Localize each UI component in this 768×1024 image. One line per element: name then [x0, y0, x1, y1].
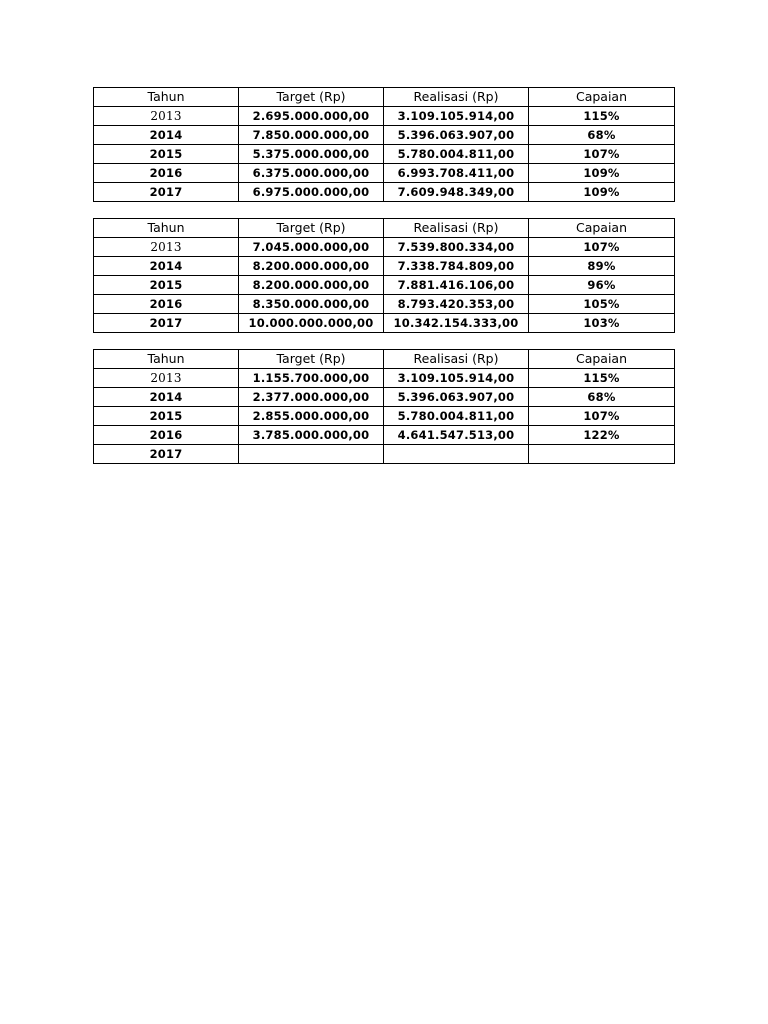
cell-realisasi: 7.539.800.334,00: [384, 238, 529, 257]
table-row: [94, 107, 675, 126]
data-table-3: [93, 349, 675, 464]
data-table-2: [93, 218, 675, 333]
cell-target: 5.375.000.000,00: [239, 145, 384, 164]
data-table-1: [93, 87, 675, 202]
cell-realisasi: [384, 445, 529, 464]
cell-target: 8.200.000.000,00: [239, 276, 384, 295]
header-capaian: Capaian: [529, 88, 675, 107]
cell-realisasi: 7.609.948.349,00: [384, 183, 529, 202]
cell-capaian: [529, 445, 675, 464]
header-target: Target (Rp): [239, 88, 384, 107]
table-row: [94, 407, 675, 426]
table-header-row: [94, 219, 675, 238]
cell-realisasi: 4.641.547.513,00: [384, 426, 529, 445]
table-row: [94, 183, 675, 202]
cell-realisasi: 5.396.063.907,00: [384, 388, 529, 407]
cell-tahun: 2013: [94, 369, 239, 388]
cell-capaian: 89%: [529, 257, 675, 276]
cell-capaian: 109%: [529, 164, 675, 183]
header-tahun: Tahun: [94, 350, 239, 369]
table-row: [94, 369, 675, 388]
cell-realisasi: 5.780.004.811,00: [384, 145, 529, 164]
header-realisasi: Realisasi (Rp): [384, 88, 529, 107]
cell-tahun: 2015: [94, 276, 239, 295]
cell-realisasi: 5.780.004.811,00: [384, 407, 529, 426]
cell-capaian: 107%: [529, 407, 675, 426]
table-row: [94, 276, 675, 295]
cell-realisasi: 10.342.154.333,00: [384, 314, 529, 333]
cell-capaian: 115%: [529, 369, 675, 388]
table-row: [94, 314, 675, 333]
cell-capaian: 103%: [529, 314, 675, 333]
cell-realisasi: 7.338.784.809,00: [384, 257, 529, 276]
cell-tahun: 2015: [94, 407, 239, 426]
cell-tahun: 2014: [94, 257, 239, 276]
cell-realisasi: 3.109.105.914,00: [384, 369, 529, 388]
cell-target: 6.975.000.000,00: [239, 183, 384, 202]
cell-tahun: 2013: [94, 107, 239, 126]
cell-capaian: 107%: [529, 238, 675, 257]
cell-target: 3.785.000.000,00: [239, 426, 384, 445]
table-header-row: [94, 88, 675, 107]
header-realisasi: Realisasi (Rp): [384, 350, 529, 369]
cell-tahun: 2016: [94, 295, 239, 314]
cell-tahun: 2014: [94, 126, 239, 145]
table-row: [94, 445, 675, 464]
cell-capaian: 68%: [529, 126, 675, 145]
cell-target: 7.045.000.000,00: [239, 238, 384, 257]
header-target: Target (Rp): [239, 219, 384, 238]
cell-realisasi: 8.793.420.353,00: [384, 295, 529, 314]
cell-capaian: 68%: [529, 388, 675, 407]
header-realisasi: Realisasi (Rp): [384, 219, 529, 238]
cell-tahun: 2017: [94, 183, 239, 202]
header-tahun: Tahun: [94, 88, 239, 107]
cell-target: 8.350.000.000,00: [239, 295, 384, 314]
cell-target: 2.377.000.000,00: [239, 388, 384, 407]
cell-capaian: 122%: [529, 426, 675, 445]
cell-target: 7.850.000.000,00: [239, 126, 384, 145]
cell-target: 1.155.700.000,00: [239, 369, 384, 388]
cell-target: 2.695.000.000,00: [239, 107, 384, 126]
cell-capaian: 96%: [529, 276, 675, 295]
header-capaian: Capaian: [529, 350, 675, 369]
cell-capaian: 115%: [529, 107, 675, 126]
table-row: [94, 257, 675, 276]
cell-realisasi: 7.881.416.106,00: [384, 276, 529, 295]
cell-realisasi: 6.993.708.411,00: [384, 164, 529, 183]
cell-tahun: 2014: [94, 388, 239, 407]
table-row: [94, 295, 675, 314]
table-row: [94, 426, 675, 445]
cell-capaian: 105%: [529, 295, 675, 314]
table-row: [94, 164, 675, 183]
cell-tahun: 2015: [94, 145, 239, 164]
cell-capaian: 109%: [529, 183, 675, 202]
cell-target: 10.000.000.000,00: [239, 314, 384, 333]
cell-tahun: 2016: [94, 426, 239, 445]
table-row: [94, 388, 675, 407]
cell-target: 8.200.000.000,00: [239, 257, 384, 276]
table-header-row: [94, 350, 675, 369]
cell-tahun: 2017: [94, 445, 239, 464]
cell-target: 6.375.000.000,00: [239, 164, 384, 183]
cell-target: 2.855.000.000,00: [239, 407, 384, 426]
table-row: [94, 126, 675, 145]
cell-tahun: 2017: [94, 314, 239, 333]
header-tahun: Tahun: [94, 219, 239, 238]
header-capaian: Capaian: [529, 219, 675, 238]
cell-tahun: 2013: [94, 238, 239, 257]
cell-tahun: 2016: [94, 164, 239, 183]
table-row: [94, 145, 675, 164]
cell-target: [239, 445, 384, 464]
cell-capaian: 107%: [529, 145, 675, 164]
cell-realisasi: 3.109.105.914,00: [384, 107, 529, 126]
table-row: [94, 238, 675, 257]
header-target: Target (Rp): [239, 350, 384, 369]
cell-realisasi: 5.396.063.907,00: [384, 126, 529, 145]
